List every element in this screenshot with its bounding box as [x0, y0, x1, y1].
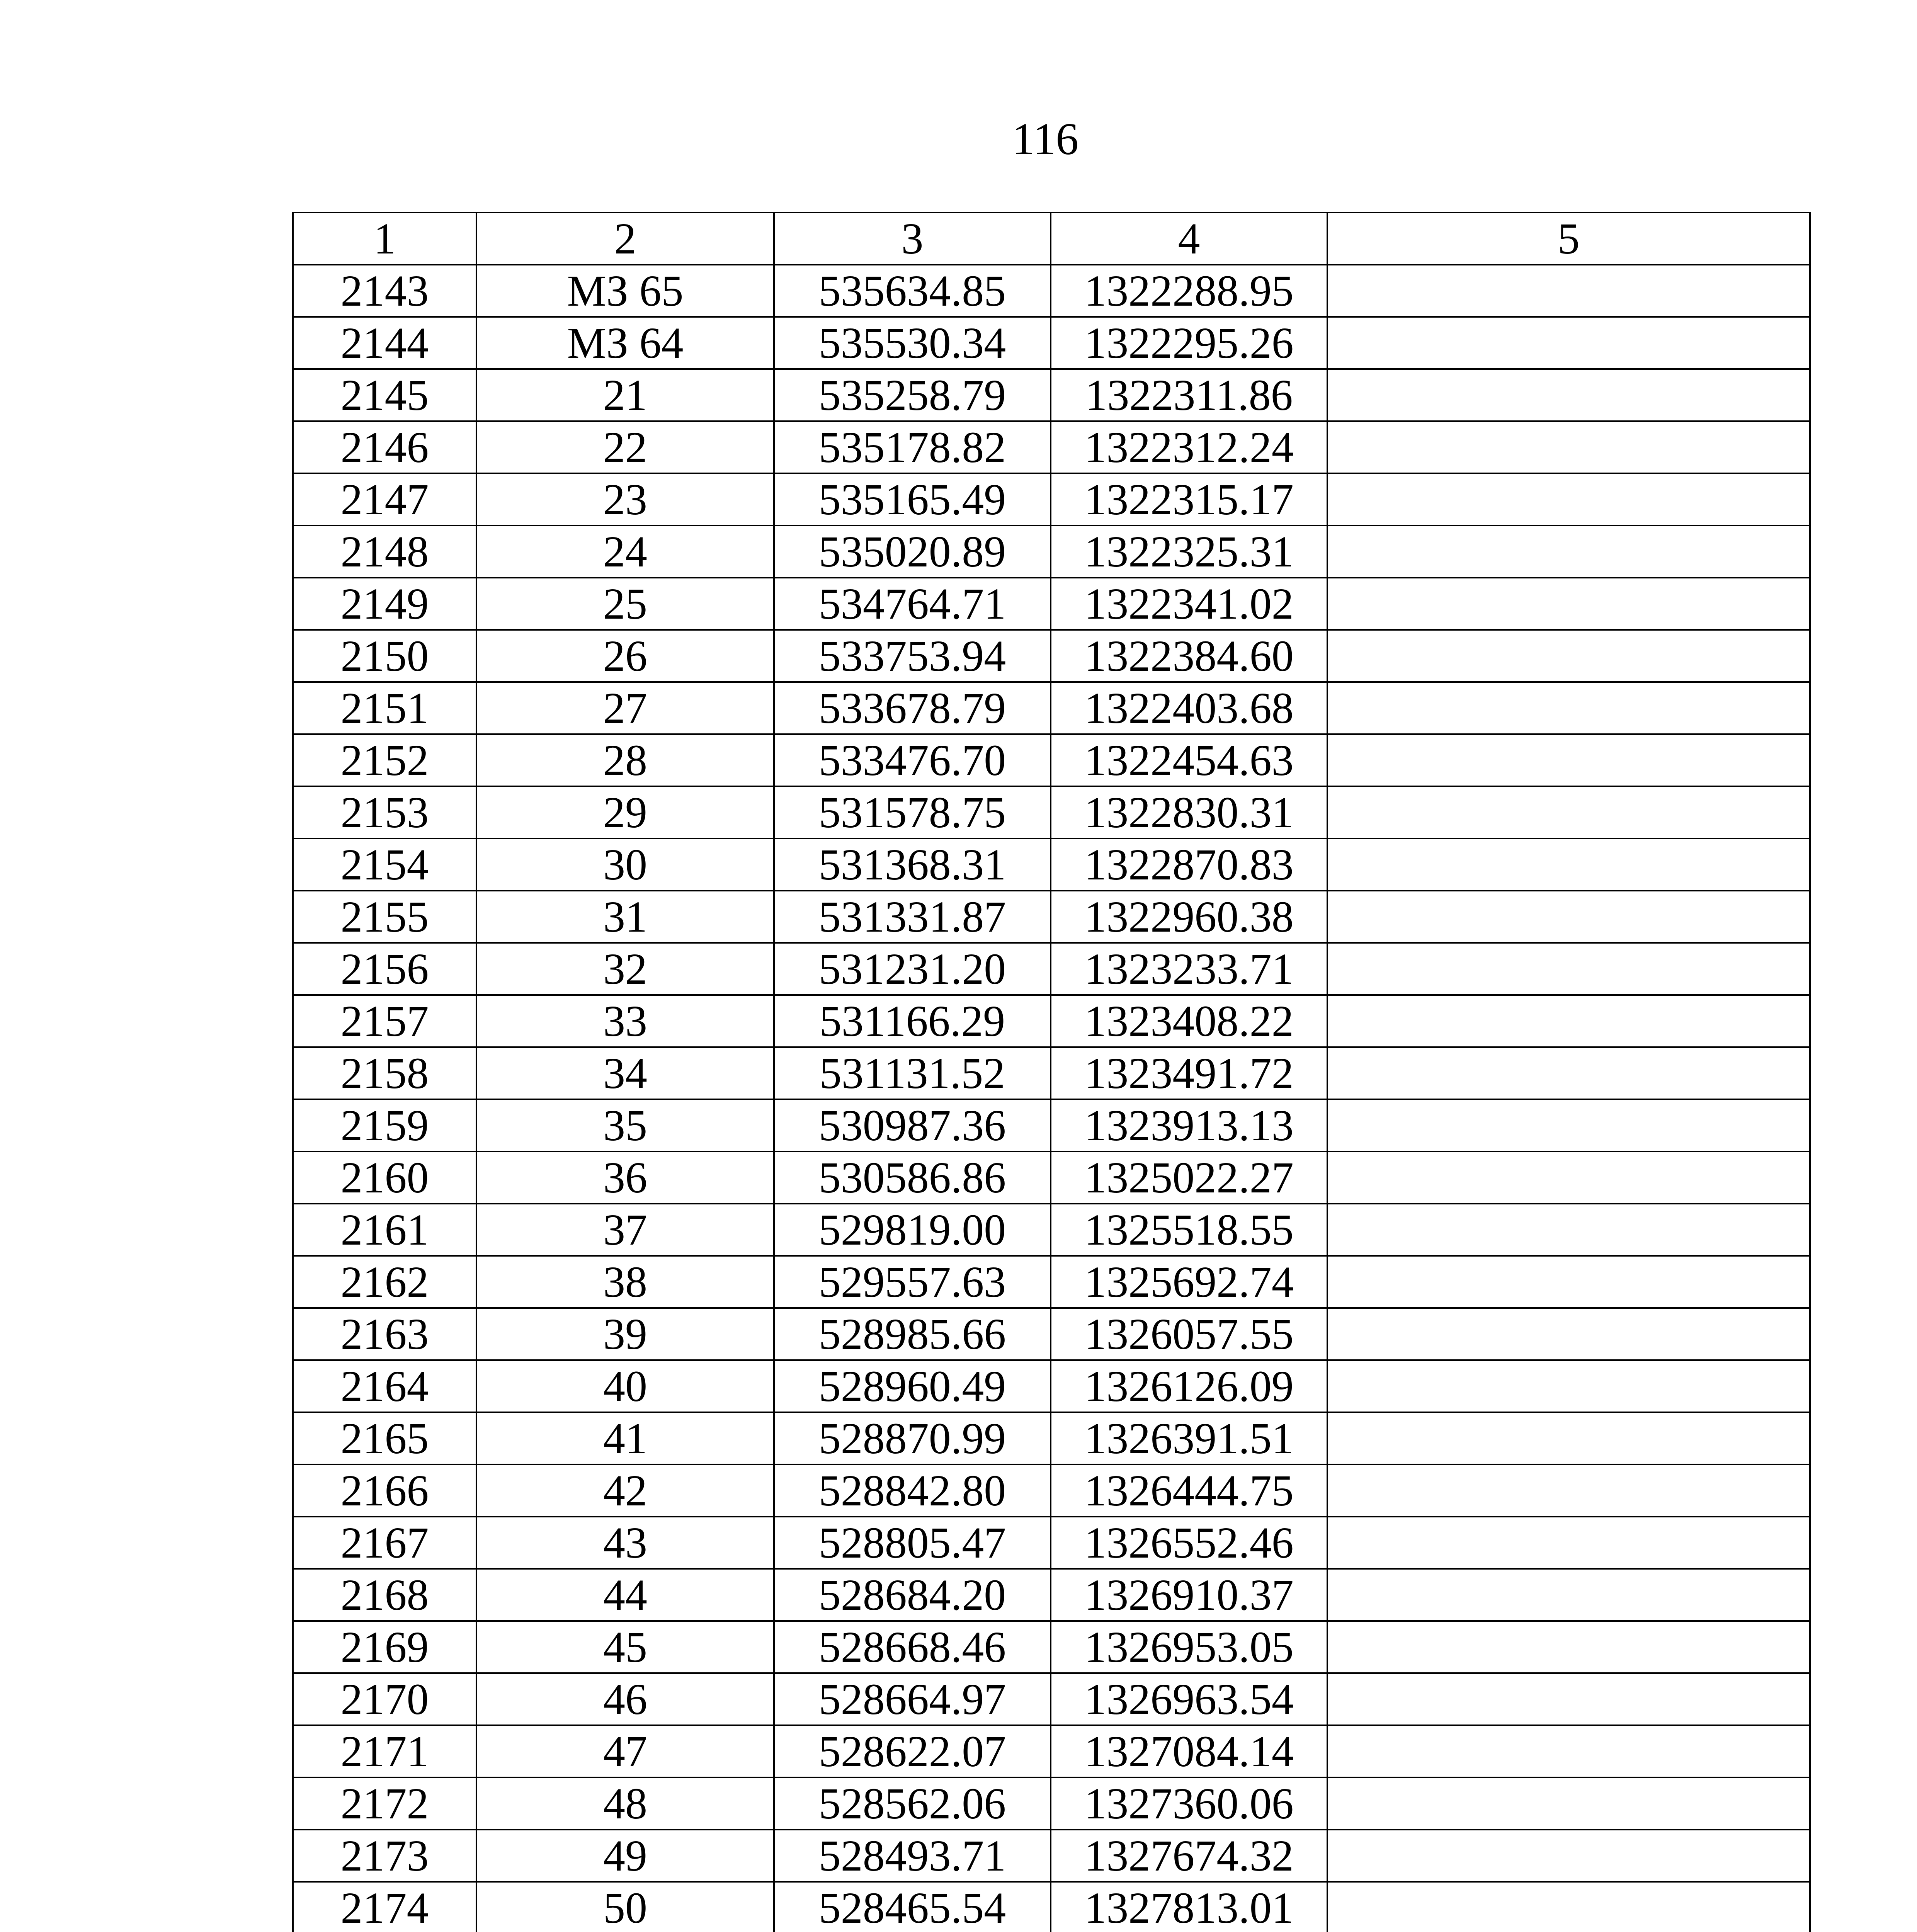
y-coordinate-cell: 1326910.37 — [1051, 1569, 1327, 1621]
note-cell — [1327, 1464, 1810, 1517]
note-cell — [1327, 1830, 1810, 1882]
point-label-cell: 30 — [476, 838, 774, 891]
y-coordinate-cell: 1325022.27 — [1051, 1151, 1327, 1204]
x-coordinate-cell: 528622.07 — [774, 1725, 1051, 1777]
y-coordinate-cell: 1322341.02 — [1051, 578, 1327, 630]
note-cell — [1327, 995, 1810, 1047]
x-coordinate-cell: 531368.31 — [774, 838, 1051, 891]
point-label-cell: 43 — [476, 1517, 774, 1569]
header-col-2: 2 — [476, 213, 774, 265]
table-row — [293, 317, 1810, 369]
x-coordinate-cell: 528465.54 — [774, 1882, 1051, 1932]
point-index-cell: 2171 — [293, 1725, 476, 1777]
point-label-cell: 29 — [476, 786, 774, 838]
y-coordinate-cell: 1327360.06 — [1051, 1777, 1327, 1830]
point-index-cell: 2152 — [293, 734, 476, 786]
table-row — [293, 1256, 1810, 1308]
x-coordinate-cell: 535178.82 — [774, 421, 1051, 473]
table-row — [293, 1151, 1810, 1204]
table-row — [293, 1569, 1810, 1621]
point-index-cell: 2146 — [293, 421, 476, 473]
y-coordinate-cell: 1327084.14 — [1051, 1725, 1327, 1777]
point-index-cell: 2162 — [293, 1256, 476, 1308]
point-label-cell: 45 — [476, 1621, 774, 1673]
point-index-cell: 2165 — [293, 1412, 476, 1464]
point-label-cell: 50 — [476, 1882, 774, 1932]
point-index-cell: 2163 — [293, 1308, 476, 1360]
note-cell — [1327, 1517, 1810, 1569]
table-row — [293, 1308, 1810, 1360]
table-row — [293, 682, 1810, 734]
table-row — [293, 630, 1810, 682]
table-row — [293, 369, 1810, 421]
x-coordinate-cell: 528985.66 — [774, 1308, 1051, 1360]
point-index-cell: 2173 — [293, 1830, 476, 1882]
table-row — [293, 1099, 1810, 1151]
y-coordinate-cell: 1322295.26 — [1051, 317, 1327, 369]
y-coordinate-cell: 1322454.63 — [1051, 734, 1327, 786]
x-coordinate-cell: 531578.75 — [774, 786, 1051, 838]
note-cell — [1327, 1308, 1810, 1360]
point-label-cell: 46 — [476, 1673, 774, 1725]
y-coordinate-cell: 1326552.46 — [1051, 1517, 1327, 1569]
point-index-cell: 2159 — [293, 1099, 476, 1151]
y-coordinate-cell: 1323408.22 — [1051, 995, 1327, 1047]
point-label-cell: 39 — [476, 1308, 774, 1360]
x-coordinate-cell: 535634.85 — [774, 265, 1051, 317]
point-index-cell: 2166 — [293, 1464, 476, 1517]
x-coordinate-cell: 535530.34 — [774, 317, 1051, 369]
point-label-cell: 37 — [476, 1204, 774, 1256]
point-index-cell: 2148 — [293, 526, 476, 578]
y-coordinate-cell: 1326963.54 — [1051, 1673, 1327, 1725]
point-index-cell: 2160 — [293, 1151, 476, 1204]
y-coordinate-cell: 1323491.72 — [1051, 1047, 1327, 1099]
point-index-cell: 2161 — [293, 1204, 476, 1256]
note-cell — [1327, 473, 1810, 526]
table-row — [293, 734, 1810, 786]
point-label-cell: 48 — [476, 1777, 774, 1830]
table-row — [293, 265, 1810, 317]
x-coordinate-cell: 528960.49 — [774, 1360, 1051, 1412]
x-coordinate-cell: 531131.52 — [774, 1047, 1051, 1099]
x-coordinate-cell: 531231.20 — [774, 943, 1051, 995]
header-row — [293, 213, 1810, 265]
table-row — [293, 1412, 1810, 1464]
note-cell — [1327, 1204, 1810, 1256]
point-label-cell: 27 — [476, 682, 774, 734]
note-cell — [1327, 265, 1810, 317]
note-cell — [1327, 1360, 1810, 1412]
table-row — [293, 1830, 1810, 1882]
table-row — [293, 421, 1810, 473]
note-cell — [1327, 1621, 1810, 1673]
point-label-cell: 33 — [476, 995, 774, 1047]
y-coordinate-cell: 1322315.17 — [1051, 473, 1327, 526]
y-coordinate-cell: 1327813.01 — [1051, 1882, 1327, 1932]
note-cell — [1327, 1256, 1810, 1308]
table-row — [293, 1464, 1810, 1517]
note-cell — [1327, 734, 1810, 786]
note-cell — [1327, 786, 1810, 838]
table-row — [293, 1725, 1810, 1777]
y-coordinate-cell: 1325692.74 — [1051, 1256, 1327, 1308]
x-coordinate-cell: 528870.99 — [774, 1412, 1051, 1464]
y-coordinate-cell: 1327674.32 — [1051, 1830, 1327, 1882]
point-label-cell: 38 — [476, 1256, 774, 1308]
y-coordinate-cell: 1322870.83 — [1051, 838, 1327, 891]
point-label-cell: 28 — [476, 734, 774, 786]
y-coordinate-cell: 1323233.71 — [1051, 943, 1327, 995]
x-coordinate-cell: 533476.70 — [774, 734, 1051, 786]
note-cell — [1327, 1412, 1810, 1464]
point-index-cell: 2157 — [293, 995, 476, 1047]
point-label-cell: 47 — [476, 1725, 774, 1777]
header-col-1: 1 — [293, 213, 476, 265]
y-coordinate-cell: 1322312.24 — [1051, 421, 1327, 473]
point-index-cell: 2168 — [293, 1569, 476, 1621]
point-index-cell: 2169 — [293, 1621, 476, 1673]
x-coordinate-cell: 533753.94 — [774, 630, 1051, 682]
table-row — [293, 943, 1810, 995]
point-index-cell: 2154 — [293, 838, 476, 891]
point-label-cell: 49 — [476, 1830, 774, 1882]
table-row — [293, 578, 1810, 630]
x-coordinate-cell: 531166.29 — [774, 995, 1051, 1047]
y-coordinate-cell: 1326391.51 — [1051, 1412, 1327, 1464]
x-coordinate-cell: 528493.71 — [774, 1830, 1051, 1882]
table-row — [293, 1047, 1810, 1099]
point-index-cell: 2144 — [293, 317, 476, 369]
point-index-cell: 2155 — [293, 891, 476, 943]
point-label-cell: МЗ 64 — [476, 317, 774, 369]
table-row — [293, 1882, 1810, 1932]
x-coordinate-cell: 528562.06 — [774, 1777, 1051, 1830]
y-coordinate-cell: 1326444.75 — [1051, 1464, 1327, 1517]
x-coordinate-cell: 535258.79 — [774, 369, 1051, 421]
point-index-cell: 2172 — [293, 1777, 476, 1830]
y-coordinate-cell: 1322384.60 — [1051, 630, 1327, 682]
y-coordinate-cell: 1322403.68 — [1051, 682, 1327, 734]
header-col-4: 4 — [1051, 213, 1327, 265]
point-index-cell: 2153 — [293, 786, 476, 838]
x-coordinate-cell: 528805.47 — [774, 1517, 1051, 1569]
point-label-cell: 41 — [476, 1412, 774, 1464]
x-coordinate-cell: 531331.87 — [774, 891, 1051, 943]
point-index-cell: 2151 — [293, 682, 476, 734]
note-cell — [1327, 1569, 1810, 1621]
table-row — [293, 1673, 1810, 1725]
x-coordinate-cell: 528842.80 — [774, 1464, 1051, 1517]
table-body — [293, 265, 1810, 1932]
point-label-cell: 32 — [476, 943, 774, 995]
note-cell — [1327, 369, 1810, 421]
y-coordinate-cell: 1323913.13 — [1051, 1099, 1327, 1151]
note-cell — [1327, 1151, 1810, 1204]
x-coordinate-cell: 534764.71 — [774, 578, 1051, 630]
table-row — [293, 786, 1810, 838]
point-index-cell: 2145 — [293, 369, 476, 421]
point-index-cell: 2170 — [293, 1673, 476, 1725]
y-coordinate-cell: 1326057.55 — [1051, 1308, 1327, 1360]
point-index-cell: 2174 — [293, 1882, 476, 1932]
point-index-cell: 2149 — [293, 578, 476, 630]
coordinates-table — [292, 212, 1811, 1932]
point-index-cell: 2167 — [293, 1517, 476, 1569]
header-col-3: 3 — [774, 213, 1051, 265]
x-coordinate-cell: 529819.00 — [774, 1204, 1051, 1256]
point-label-cell: 23 — [476, 473, 774, 526]
note-cell — [1327, 1099, 1810, 1151]
note-cell — [1327, 630, 1810, 682]
point-label-cell: 21 — [476, 369, 774, 421]
table-row — [293, 1621, 1810, 1673]
note-cell — [1327, 1777, 1810, 1830]
note-cell — [1327, 421, 1810, 473]
point-index-cell: 2147 — [293, 473, 476, 526]
table-row — [293, 891, 1810, 943]
note-cell — [1327, 682, 1810, 734]
note-cell — [1327, 943, 1810, 995]
header-col-5: 5 — [1327, 213, 1810, 265]
point-label-cell: 36 — [476, 1151, 774, 1204]
point-label-cell: 42 — [476, 1464, 774, 1517]
table-row — [293, 473, 1810, 526]
y-coordinate-cell: 1322830.31 — [1051, 786, 1327, 838]
x-coordinate-cell: 528664.97 — [774, 1673, 1051, 1725]
point-index-cell: 2143 — [293, 265, 476, 317]
point-index-cell: 2156 — [293, 943, 476, 995]
table-header — [293, 213, 1810, 265]
x-coordinate-cell: 528668.46 — [774, 1621, 1051, 1673]
y-coordinate-cell: 1322960.38 — [1051, 891, 1327, 943]
y-coordinate-cell: 1326126.09 — [1051, 1360, 1327, 1412]
y-coordinate-cell: 1322325.31 — [1051, 526, 1327, 578]
note-cell — [1327, 317, 1810, 369]
y-coordinate-cell: 1325518.55 — [1051, 1204, 1327, 1256]
table-row — [293, 1360, 1810, 1412]
note-cell — [1327, 1047, 1810, 1099]
table-row — [293, 1517, 1810, 1569]
y-coordinate-cell: 1326953.05 — [1051, 1621, 1327, 1673]
y-coordinate-cell: 1322288.95 — [1051, 265, 1327, 317]
point-label-cell: 24 — [476, 526, 774, 578]
point-index-cell: 2150 — [293, 630, 476, 682]
point-label-cell: 26 — [476, 630, 774, 682]
x-coordinate-cell: 535165.49 — [774, 473, 1051, 526]
note-cell — [1327, 1725, 1810, 1777]
table-row — [293, 995, 1810, 1047]
x-coordinate-cell: 533678.79 — [774, 682, 1051, 734]
x-coordinate-cell: 530586.86 — [774, 1151, 1051, 1204]
point-label-cell: 35 — [476, 1099, 774, 1151]
note-cell — [1327, 578, 1810, 630]
x-coordinate-cell: 535020.89 — [774, 526, 1051, 578]
table-row — [293, 1204, 1810, 1256]
note-cell — [1327, 526, 1810, 578]
table-row — [293, 1777, 1810, 1830]
y-coordinate-cell: 1322311.86 — [1051, 369, 1327, 421]
point-label-cell: 31 — [476, 891, 774, 943]
page-number: 116 — [1012, 114, 1079, 164]
x-coordinate-cell: 528684.20 — [774, 1569, 1051, 1621]
note-cell — [1327, 838, 1810, 891]
point-label-cell: 40 — [476, 1360, 774, 1412]
table-row — [293, 838, 1810, 891]
x-coordinate-cell: 529557.63 — [774, 1256, 1051, 1308]
point-label-cell: 44 — [476, 1569, 774, 1621]
point-index-cell: 2164 — [293, 1360, 476, 1412]
x-coordinate-cell: 530987.36 — [774, 1099, 1051, 1151]
point-label-cell: МЗ 65 — [476, 265, 774, 317]
point-label-cell: 25 — [476, 578, 774, 630]
note-cell — [1327, 1673, 1810, 1725]
point-label-cell: 22 — [476, 421, 774, 473]
note-cell — [1327, 891, 1810, 943]
table-row — [293, 526, 1810, 578]
note-cell — [1327, 1882, 1810, 1932]
point-index-cell: 2158 — [293, 1047, 476, 1099]
point-label-cell: 34 — [476, 1047, 774, 1099]
